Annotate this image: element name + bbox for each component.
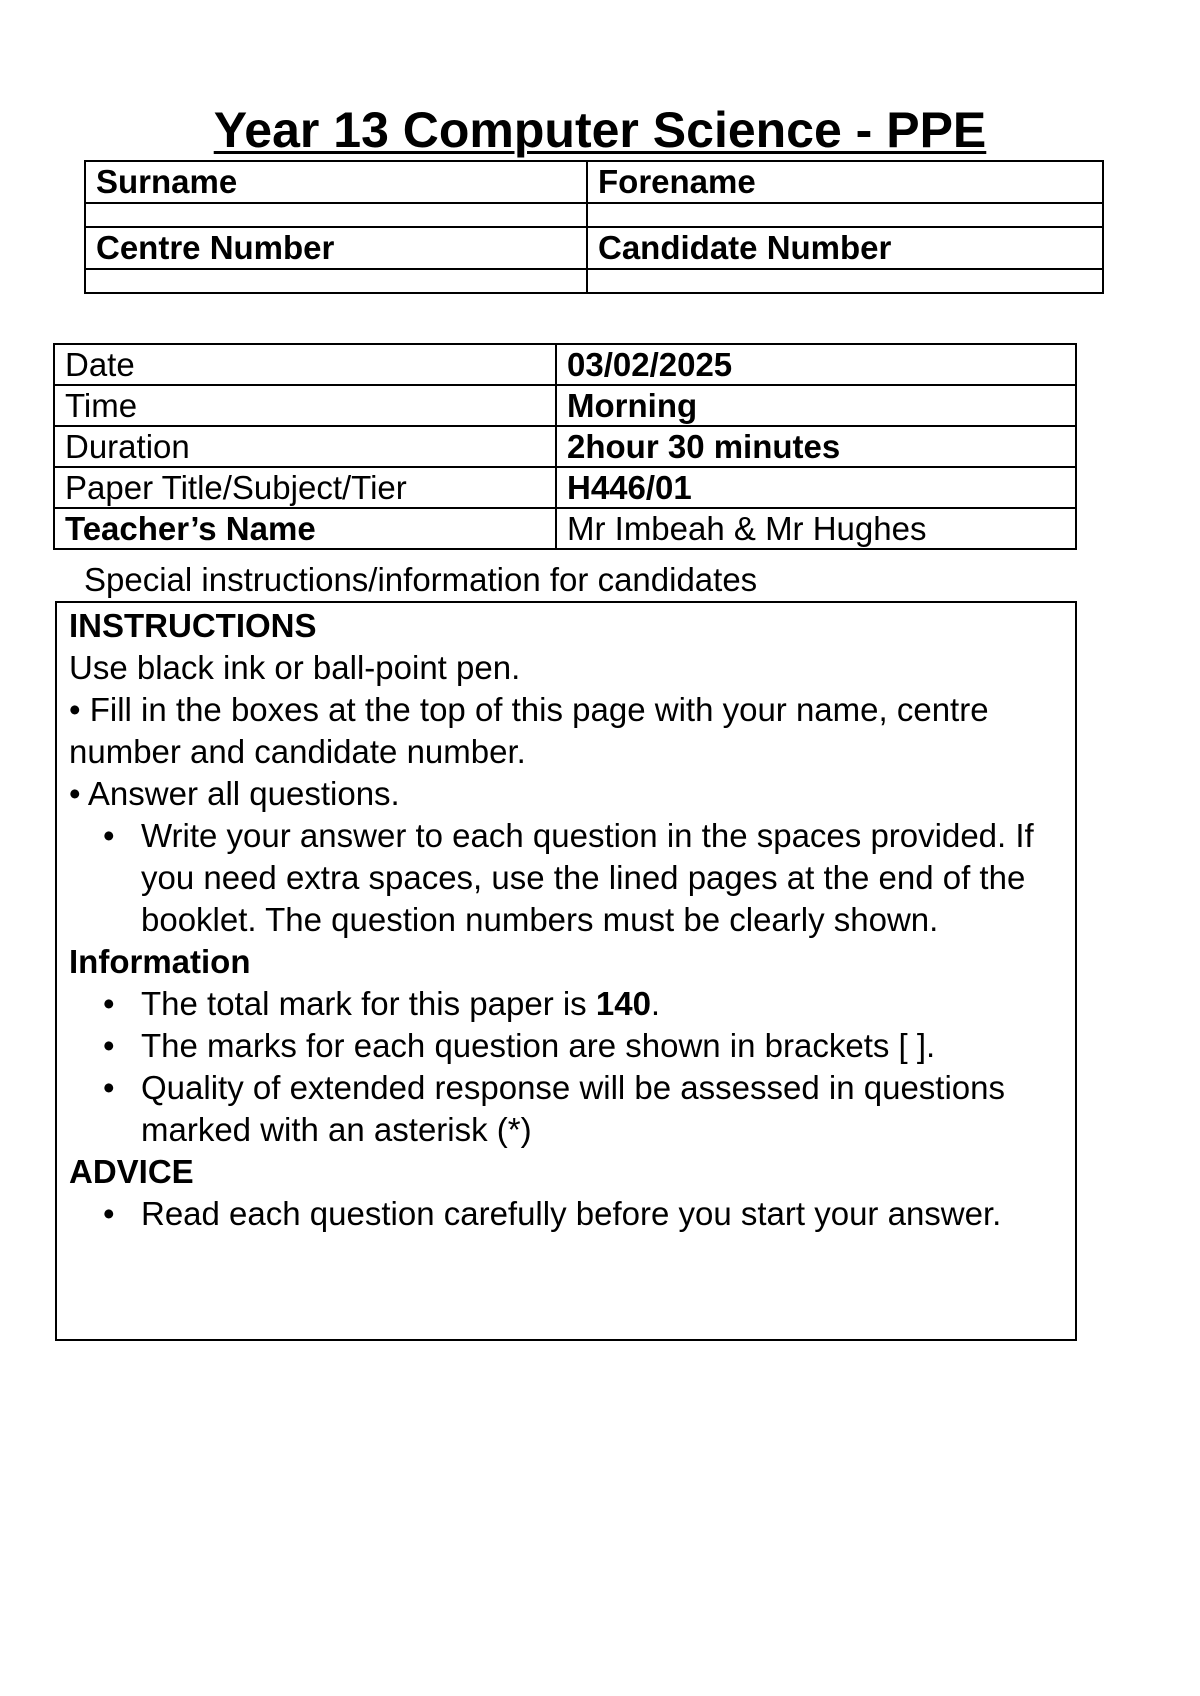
duration-label: Duration (54, 426, 556, 467)
info-marks-brackets: The marks for each question are shown in brackets [ ]. (141, 1027, 936, 1064)
paper-value: H446/01 (556, 467, 1076, 508)
duration-value: 2hour 30 minutes (556, 426, 1076, 467)
exam-details-table (53, 343, 1077, 550)
forename-label: Forename (587, 161, 1103, 203)
date-value: 03/02/2025 (556, 344, 1076, 385)
list-item (69, 815, 1065, 941)
paper-label: Paper Title/Subject/Tier (54, 467, 556, 508)
date-label: Date (54, 344, 556, 385)
total-mark-suffix: . (650, 985, 661, 1022)
total-marks: 140 (595, 985, 651, 1022)
instructions-heading: INSTRUCTIONS (69, 607, 317, 644)
surname-label: Surname (85, 161, 587, 203)
teacher-label: Teacher’s Name (54, 508, 556, 549)
bullet-icon: • (103, 985, 115, 1022)
forename-field[interactable] (587, 203, 1103, 227)
surname-field[interactable] (85, 203, 587, 227)
candidate-number-label: Candidate Number (587, 227, 1103, 269)
list-item (69, 1067, 1065, 1151)
list-item (69, 983, 1065, 1025)
centre-number-field[interactable] (85, 269, 587, 293)
bullet-icon: • (103, 1027, 115, 1064)
info-extended-response: Quality of extended response will be assessed in questions marked with an asterisk (*) (141, 1069, 1006, 1148)
candidate-details-table (84, 160, 1104, 294)
centre-number-label: Centre Number (85, 227, 587, 269)
instruction-ink: Use black ink or ball-point pen. (69, 649, 521, 686)
bullet-icon: • (103, 1069, 115, 1106)
instruction-answer-all: • Answer all questions. (69, 775, 400, 812)
candidate-number-field[interactable] (587, 269, 1103, 293)
time-label: Time (54, 385, 556, 426)
information-heading: Information (69, 943, 251, 980)
advice-heading: ADVICE (69, 1153, 194, 1190)
teacher-value: Mr Imbeah & Mr Hughes (556, 508, 1076, 549)
special-instructions-heading: Special instructions/information for candidates (84, 561, 758, 598)
bullet-icon: • (103, 817, 115, 854)
instruction-fill-boxes: • Fill in the boxes at the top of this page with your name, centre number and candidate number. (69, 691, 989, 770)
instructions-list (69, 815, 1065, 941)
instructions-box (55, 601, 1077, 1341)
page-title: Year 13 Computer Science - PPE (213, 102, 987, 158)
advice-read-carefully: Read each question carefully before you start your answer. (141, 1195, 1002, 1232)
list-item (69, 1193, 1065, 1235)
time-value: Morning (556, 385, 1076, 426)
total-mark-prefix: The total mark for this paper is (141, 985, 596, 1022)
advice-list (69, 1193, 1065, 1235)
bullet-icon: • (103, 1195, 115, 1232)
information-list (69, 983, 1065, 1151)
list-item (69, 1025, 1065, 1067)
instruction-write-answers: Write your answer to each question in the spaces provided. If you need extra spaces, use the lined pages at the end of the booklet. The question numbers must be clearly shown. (141, 817, 1034, 938)
